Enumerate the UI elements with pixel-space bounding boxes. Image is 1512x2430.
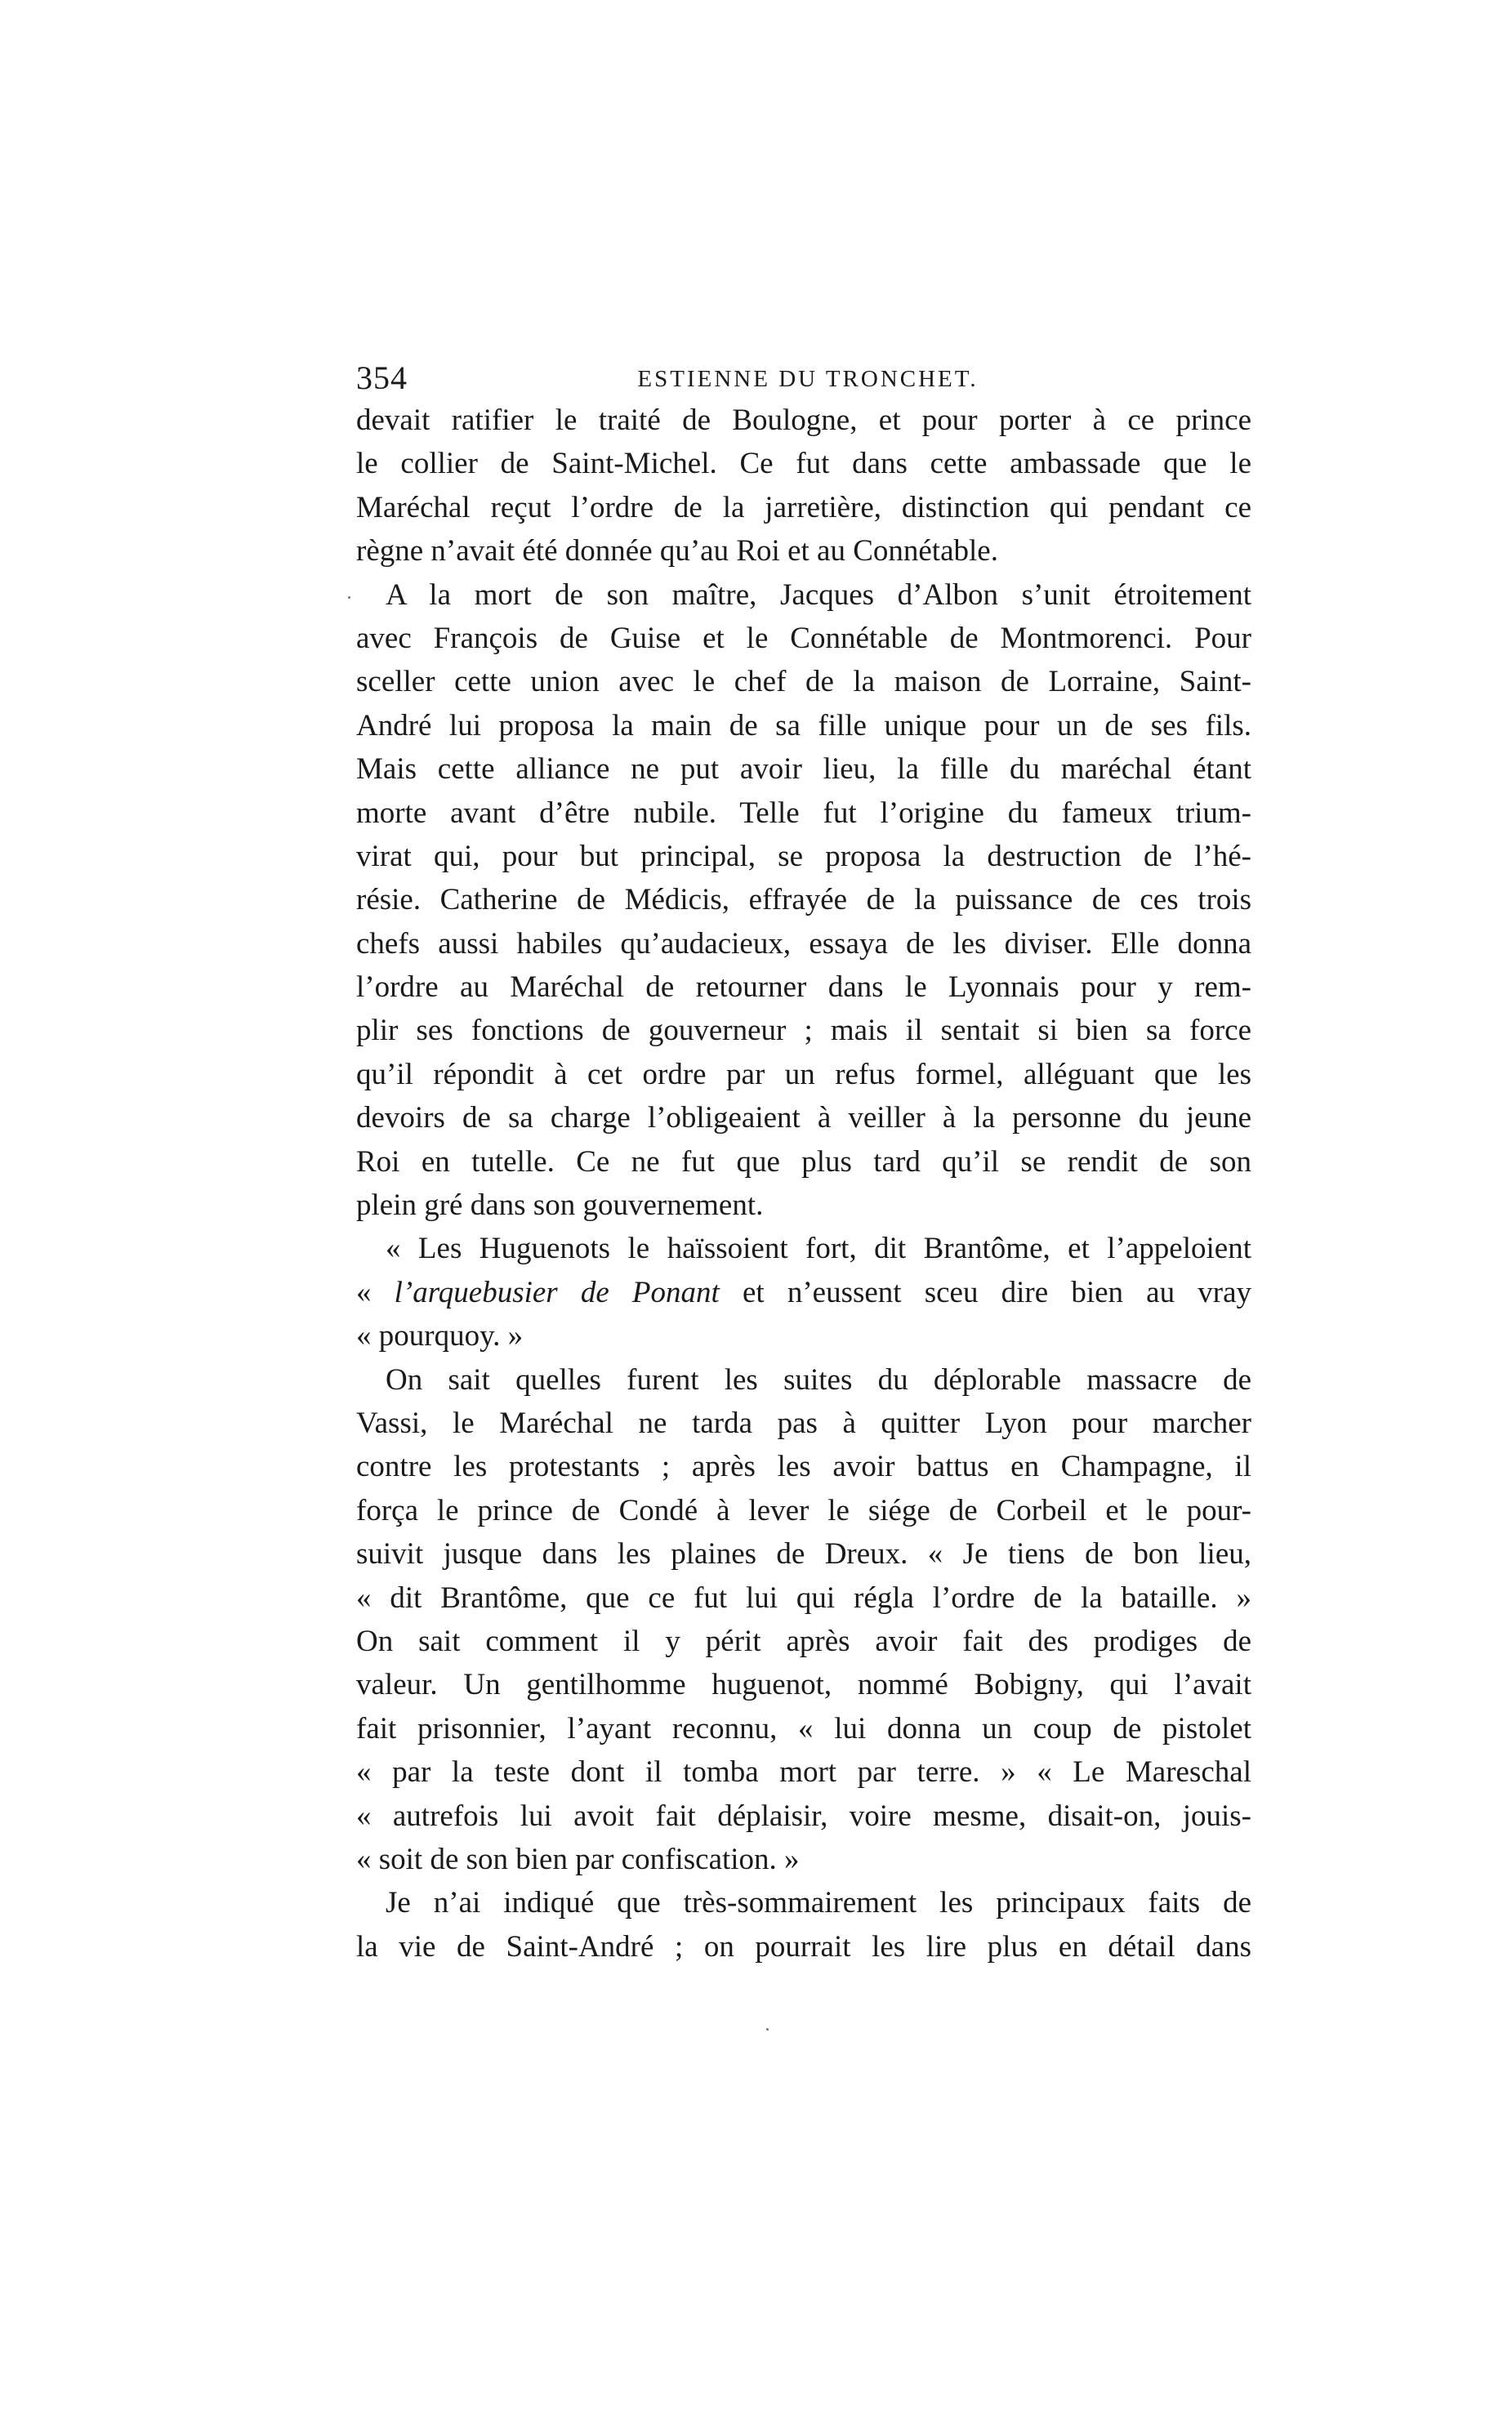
print-speck — [766, 2028, 769, 2031]
text-line: avec François de Guise et le Connétable de Montmorenci. Pour — [356, 621, 1251, 655]
text-line: Mais cette alliance ne put avoir lieu, la fille du maréchal étant — [356, 752, 1251, 787]
text-line: devoirs de sa charge l’obligeaient à veiller à la personne du jeune — [356, 1101, 1251, 1135]
text-line: suivit jusque dans les plaines de Dreux. « Je tiens de bon lieu, — [356, 1537, 1251, 1572]
text-line: força le prince de Condé à lever le siége de Corbeil et le pour- — [356, 1493, 1251, 1527]
quote-mark: « — [356, 1275, 395, 1309]
text-line: plir ses fonctions de gouverneur ; mais il sentait si bien sa force — [356, 1014, 1251, 1048]
line-remainder: et n’eussent sceu dire bien au vray — [719, 1275, 1251, 1309]
text-line: André lui proposa la main de sa fille unique pour un de ses fils. — [356, 708, 1251, 742]
text-line: Roi en tutelle. Ce ne fut que plus tard qu’il se rendit de son — [356, 1144, 1251, 1179]
italic-phrase: l’arquebusier de Ponant — [394, 1275, 720, 1309]
text-line: « dit Brantôme, que ce fut lui qui régla l’ordre de la bataille. » — [356, 1581, 1251, 1615]
text-line: « soit de son bien par confiscation. » — [356, 1842, 800, 1876]
print-speck — [348, 596, 350, 599]
text-line — [356, 1271, 1251, 1314]
text-line: A la mort de son maître, Jacques d’Albon s’unit étroitement — [386, 577, 1251, 612]
body-text — [356, 399, 1251, 1969]
text-line: plein gré dans son gouvernement. — [356, 1188, 764, 1223]
running-head — [356, 358, 1251, 399]
text-line: devait ratifier le traité de Boulogne, et pour porter à ce prince — [356, 404, 1251, 437]
text-line: l’ordre au Maréchal de retourner dans le Lyonnais pour y rem- — [356, 970, 1251, 1005]
text-line: Maréchal reçut l’ordre de la jarretière, distinction qui pendant ce — [356, 490, 1251, 524]
text-line: « Les Huguenots le haïssoient fort, dit Brantôme, et l’appeloient — [386, 1232, 1251, 1266]
text-line: contre les protestants ; après les avoir battus en Champagne, il — [356, 1450, 1251, 1484]
text-line: qu’il répondit à cet ordre par un refus formel, alléguant que les — [356, 1057, 1251, 1091]
text-line: le collier de Saint-Michel. Ce fut dans cette ambassade que le — [356, 447, 1251, 481]
text-line: On sait quelles furent les suites du déplorable massacre de — [386, 1362, 1251, 1397]
text-line: « pourquoy. » — [356, 1319, 524, 1353]
text-line: la vie de Saint-André ; on pourrait les lire plus en détail dans — [356, 1929, 1251, 1964]
text-line: règne n’avait été donnée qu’au Roi et au Connétable. — [356, 534, 998, 568]
text-line: sceller cette union avec le chef de la maison de Lorraine, Saint- — [356, 665, 1251, 699]
text-line: « autrefois lui avoit fait déplaisir, voire mesme, disait-on, jouis- — [356, 1799, 1251, 1833]
text-line: résie. Catherine de Médicis, effrayée de la puissance de ces trois — [356, 883, 1251, 917]
text-line: morte avant d’être nubile. Telle fut l’origine du fameux trium- — [356, 796, 1251, 830]
running-title: ESTIENNE DU TRONCHET. — [637, 366, 979, 392]
text-line: Je n’ai indiqué que très-sommairement les principaux faits de — [386, 1886, 1251, 1920]
text-line: valeur. Un gentilhomme huguenot, nommé Bobigny, qui l’avait — [356, 1668, 1251, 1702]
text-line: virat qui, pour but principal, se proposa la destruction de l’hé- — [356, 839, 1251, 873]
text-line: chefs aussi habiles qu’audacieux, essaya de les diviser. Elle donna — [356, 926, 1251, 961]
text-line: « par la teste dont il tomba mort par terre. » « Le Mareschal — [356, 1755, 1251, 1790]
text-line: fait prisonnier, l’ayant reconnu, « lui donna un coup de pistolet — [356, 1711, 1251, 1746]
text-line: Vassi, le Maréchal ne tarda pas à quitter Lyon pour marcher — [356, 1406, 1251, 1440]
text-line: On sait comment il y périt après avoir fait des prodiges de — [356, 1624, 1251, 1658]
page-number: 354 — [356, 359, 408, 396]
